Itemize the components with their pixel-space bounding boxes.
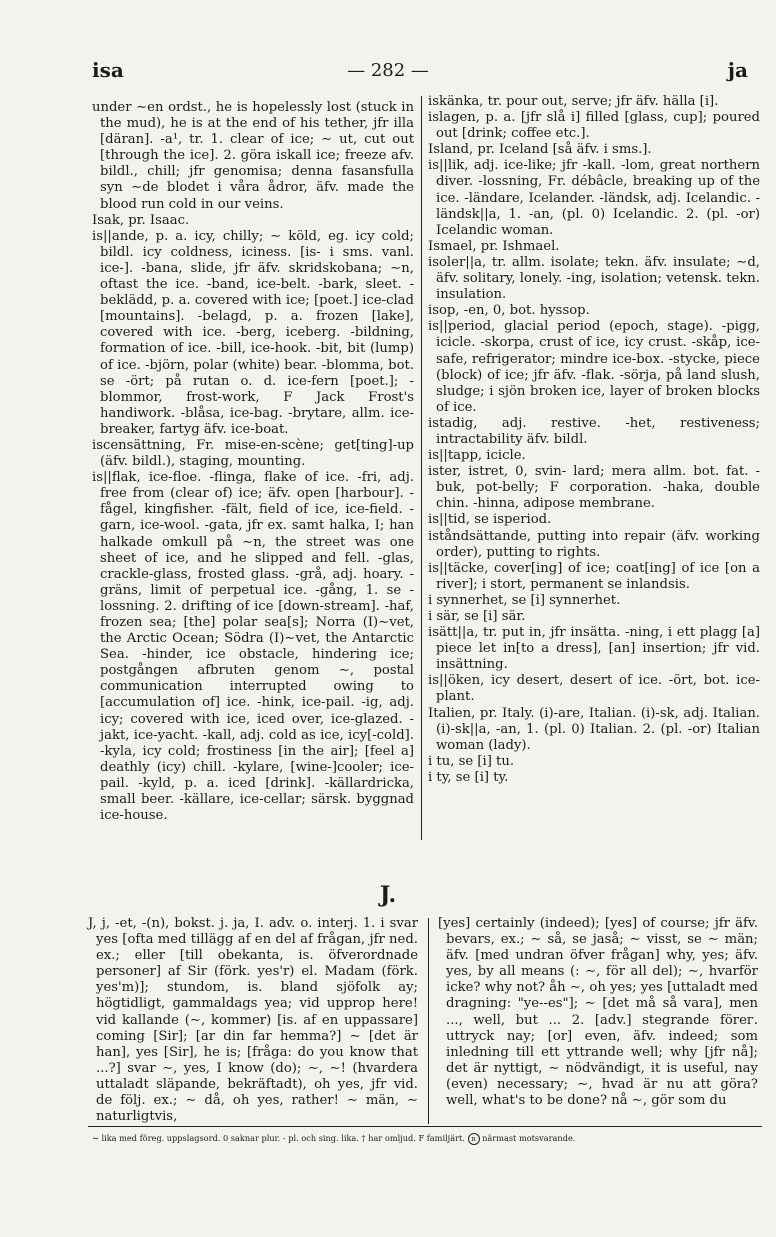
key-zero: 0 saknar plur. bbox=[222, 1133, 281, 1143]
entry: Isak, pr. Isaac. bbox=[92, 212, 190, 228]
column-divider bbox=[421, 96, 422, 840]
entry: islagen, p. a. [jfr slå i] filled [glass, cup]; poured out [drink; coffee etc.]. bbox=[428, 110, 760, 142]
key-tilde: lika med föreg. uppslagsord. bbox=[101, 1133, 221, 1143]
entry: is||täcke, cover[ing] of ice; coat[ing] of ice [on a river]; i stort, permanent se inlandsis. bbox=[428, 560, 760, 592]
entry: Italien, pr. Italy. (i)-are, Italian. (i)-sk, adj. Italian. (i)-sk||a, -an, 1. (pl. 0) Italian. 2. (pl. -or) Italian woman (lady). bbox=[428, 705, 760, 753]
entry: isätt||a, tr. put in, jfr insätta. -ning, i ett plagg [a] piece let in[to a dress], [an] insertion; jfr vid. insättning. bbox=[428, 625, 760, 673]
entry: is||tid, se isperiod. bbox=[428, 512, 552, 528]
tilde-icon: ∼ bbox=[92, 1133, 99, 1143]
left-column bbox=[92, 100, 414, 824]
abbreviation-key bbox=[92, 1133, 762, 1145]
key-familiar: F familjärt. bbox=[418, 1133, 465, 1143]
entry: is||ande, p. a. icy, chilly; ∼ köld, eg. icy cold; bildl. icy coldness, iciness. [is- i sms. vanl. ice-]. -bana, slide, jfr äfv. skridskobana; ∼n, oftast the ice. -band, ice-belt. -bark, sleet. -beklädd, p. a. covered with ice; [poet.] ice-clad [mountains]. -belagd, p. a. frozen [lake], covered with ice. -berg, iceberg. -bildning, formation of ice. -bill, ice-hook. -bit, bit (lump) of ice. -björn, polar (white) bear. -blomma, bot. se -ört; på rutan o. d. ice-fern [poet.]; -blommor, frost-work, F Jack Frost's handiwork. -blåsa, ice-bag. -brytare, allm. ice-breaker, fartyg äfv. ice-boat. bbox=[92, 228, 414, 437]
entry: is||lik, adj. ice-like; jfr -kall. -lom, great northern diver. -lossning, Fr. débâcle, breaking up of the ice. -ländare, Icelander. -ländsk, adj. Icelandic. -ländsk||a, 1. -an, (pl. 0) Icelandic. 2. (pl. -or) Icelandic woman. bbox=[428, 158, 760, 238]
section-heading: J. bbox=[379, 882, 397, 908]
column-divider bbox=[428, 918, 429, 1124]
entry: isop, -en, 0, bot. hyssop. bbox=[428, 303, 590, 319]
entry: is||öken, icy desert, desert of ice. -ört, bot. ice-plant. bbox=[428, 673, 760, 705]
entry: Island, pr. Iceland [så äfv. i sms.]. bbox=[428, 142, 652, 158]
key-nearest: närmast motsvarande. bbox=[482, 1133, 576, 1143]
entry: iskänka, tr. pour out, serve; jfr äfv. hälla [i]. bbox=[428, 94, 719, 109]
entry: iscensättning, Fr. mise-en-scène; get[ting]-up (äfv. bildl.), staging, mounting. bbox=[92, 437, 414, 470]
right-column bbox=[428, 94, 760, 786]
entry: i sär, se [i] sär. bbox=[428, 609, 526, 624]
entry: isoler||a, tr. allm. isolate; tekn. äfv. insulate; ∼d, äfv. solitary, lonely. -ing, isolation; vetensk. tekn. insulation. bbox=[428, 254, 760, 303]
entry: ister, istret, 0, svin- lard; mera allm. bot. fat. -buk, pot-belly; F corporation. -haka, double chin. -hinna, adipose membrane. bbox=[428, 464, 760, 512]
entry: is||period, glacial period (epoch, stage). -pigg, icicle. -skorpa, crust of ice, icy crust. -skåp, ice-safe, refrigerator; mindre ice-box. -stycke, piece (block) of ice; jfr äfv. -flak. -sörja, på land slush, sludge; i sjön broken ice, layer of broken blocks of ice. bbox=[428, 319, 760, 415]
entry: iståndsättande, putting into repair (äfv. working order), putting to rights. bbox=[428, 528, 760, 560]
entry: is||tapp, icicle. bbox=[428, 448, 526, 464]
entry: istadig, adj. restive. -het, restiveness; intractability äfv. bildl. bbox=[428, 415, 760, 447]
footnote-rule bbox=[88, 1126, 762, 1127]
running-head-right: ja bbox=[727, 58, 748, 82]
entry: i synnerhet, se [i] synnerhet. bbox=[428, 592, 621, 608]
entry: Ismael, pr. Ishmael. bbox=[428, 238, 560, 254]
entry: under ∼en ordst., he is hopelessly lost (stuck in the mud), he is at the end of his tether, jfr illa [däran]. -a¹, tr. 1. clear of ice; ∼ ut, cut out [through the ice]. 2. göra iskall ice; freeze afv. bildl., chill; jfr genomisa; denna fasansfulla syn ∼de blodet i våra ådror, äfv. made the blood run cold in our veins. bbox=[92, 100, 414, 212]
entry: i ty, se [i] ty. bbox=[428, 769, 509, 785]
running-head-left: isa bbox=[92, 58, 124, 82]
entry: is||flak, ice-floe. -flinga, flake of ice. -fri, adj. free from (clear of) ice; äfv. open [harbour]. -fågel, kingfisher. -fält, field of ice, ice-field. -garn, ice-wool. -gata, jfr ex. samt halka, I; han halkade omkull på ∼n, the street was one sheet of ice, and he slipped and fell. -glas, crackle-glass, frosted glass. -grå, adj. hoary. -gräns, limit of perpetual ice. -gång, 1. se -lossning. 2. drifting of ice [down-stream]. -haf, frozen sea; [the] polar sea[s]; Norra (I)∼vet, the Arctic Ocean; Södra (I)∼vet, the Antarctic Sea. -hinder, ice obstacle, hindering ice; postgången afbruten genom ∼, postal communication interrupted owing to [accumulation of] ice. -hink, ice-pail. -ig, adj. icy; covered with ice, iced over, ice-glazed. -jakt, ice-yacht. -kall, adj. cold as ice, icy[-cold]. -kyla, icy cold; frostiness [in the air]; [feel a] deathly (icy) chill. -kylare, [wine-]cooler; ice-pail. -kyld, p. a. iced [drink]. -källardricka, small beer. -källare, ice-cellar; särsk. byggnad ice-house. bbox=[92, 470, 414, 824]
entry: J, j, -et, -(n), bokst. j. ja, I. adv. o. interj. 1. i svar yes [ofta med tillägg af en del af frågan, jfr ned. ex.; eller [till obekanta, is. öfverordnade personer] af Sir (förk. yes'r) el. Madam (förk. yes'm)]; stundom, is. bland sjöfolk ay; högtidligt, gammaldags yea; vid upprop here! vid kallande (∼, kommer) [is. af en uppassare] coming [Sir]; [ar din far hemma?] ∼ [det är han], yes [Sir], he is; [fråga: do you know that ...?] svar ∼, yes, I know (do); ∼, ∼! (hvardera uttaladt släpande, bekräftadt), oh yes, jfr vid. de följ. ex.; ∼ då, oh yes, rather! ∼ män, ∼ naturligtvis, bbox=[88, 916, 418, 1125]
j-right-column bbox=[438, 916, 758, 1109]
key-dagger: † har omljud. bbox=[361, 1133, 416, 1143]
entry: [yes] certainly (indeed); [yes] of course; jfr äfv. bevars, ex.; ∼ så, se jaså; ∼ visst, se ∼ män; äfv. [med undran öfver frågan] why, yes; äfv. yes, by all means (: ∼, för all del); ∼, hvarför icke? why not? åh ∼, oh yes; yes [uttaladt med dragning: "ye--es"]; ∼ [det må så vara], men ..., well, but ... 2. [adv.] stegrande förег. uttryck nay; [or] even, äfv. indeed; som inledning till ett yttrande well; why [jfr nå]; det är nyttigt, ∼ nödvändigt, it is useful, nay (even) necessary; ∼, hvad är nu att göra? well, what's to be done? nå ∼, gör som du bbox=[438, 916, 758, 1109]
entry: i tu, se [i] tu. bbox=[428, 753, 515, 769]
circled-n-icon: n bbox=[468, 1133, 480, 1145]
key-dash: - pl. och sing. lika. bbox=[282, 1133, 359, 1143]
j-left-column bbox=[88, 916, 418, 1125]
page-number: — 282 — bbox=[347, 60, 429, 81]
